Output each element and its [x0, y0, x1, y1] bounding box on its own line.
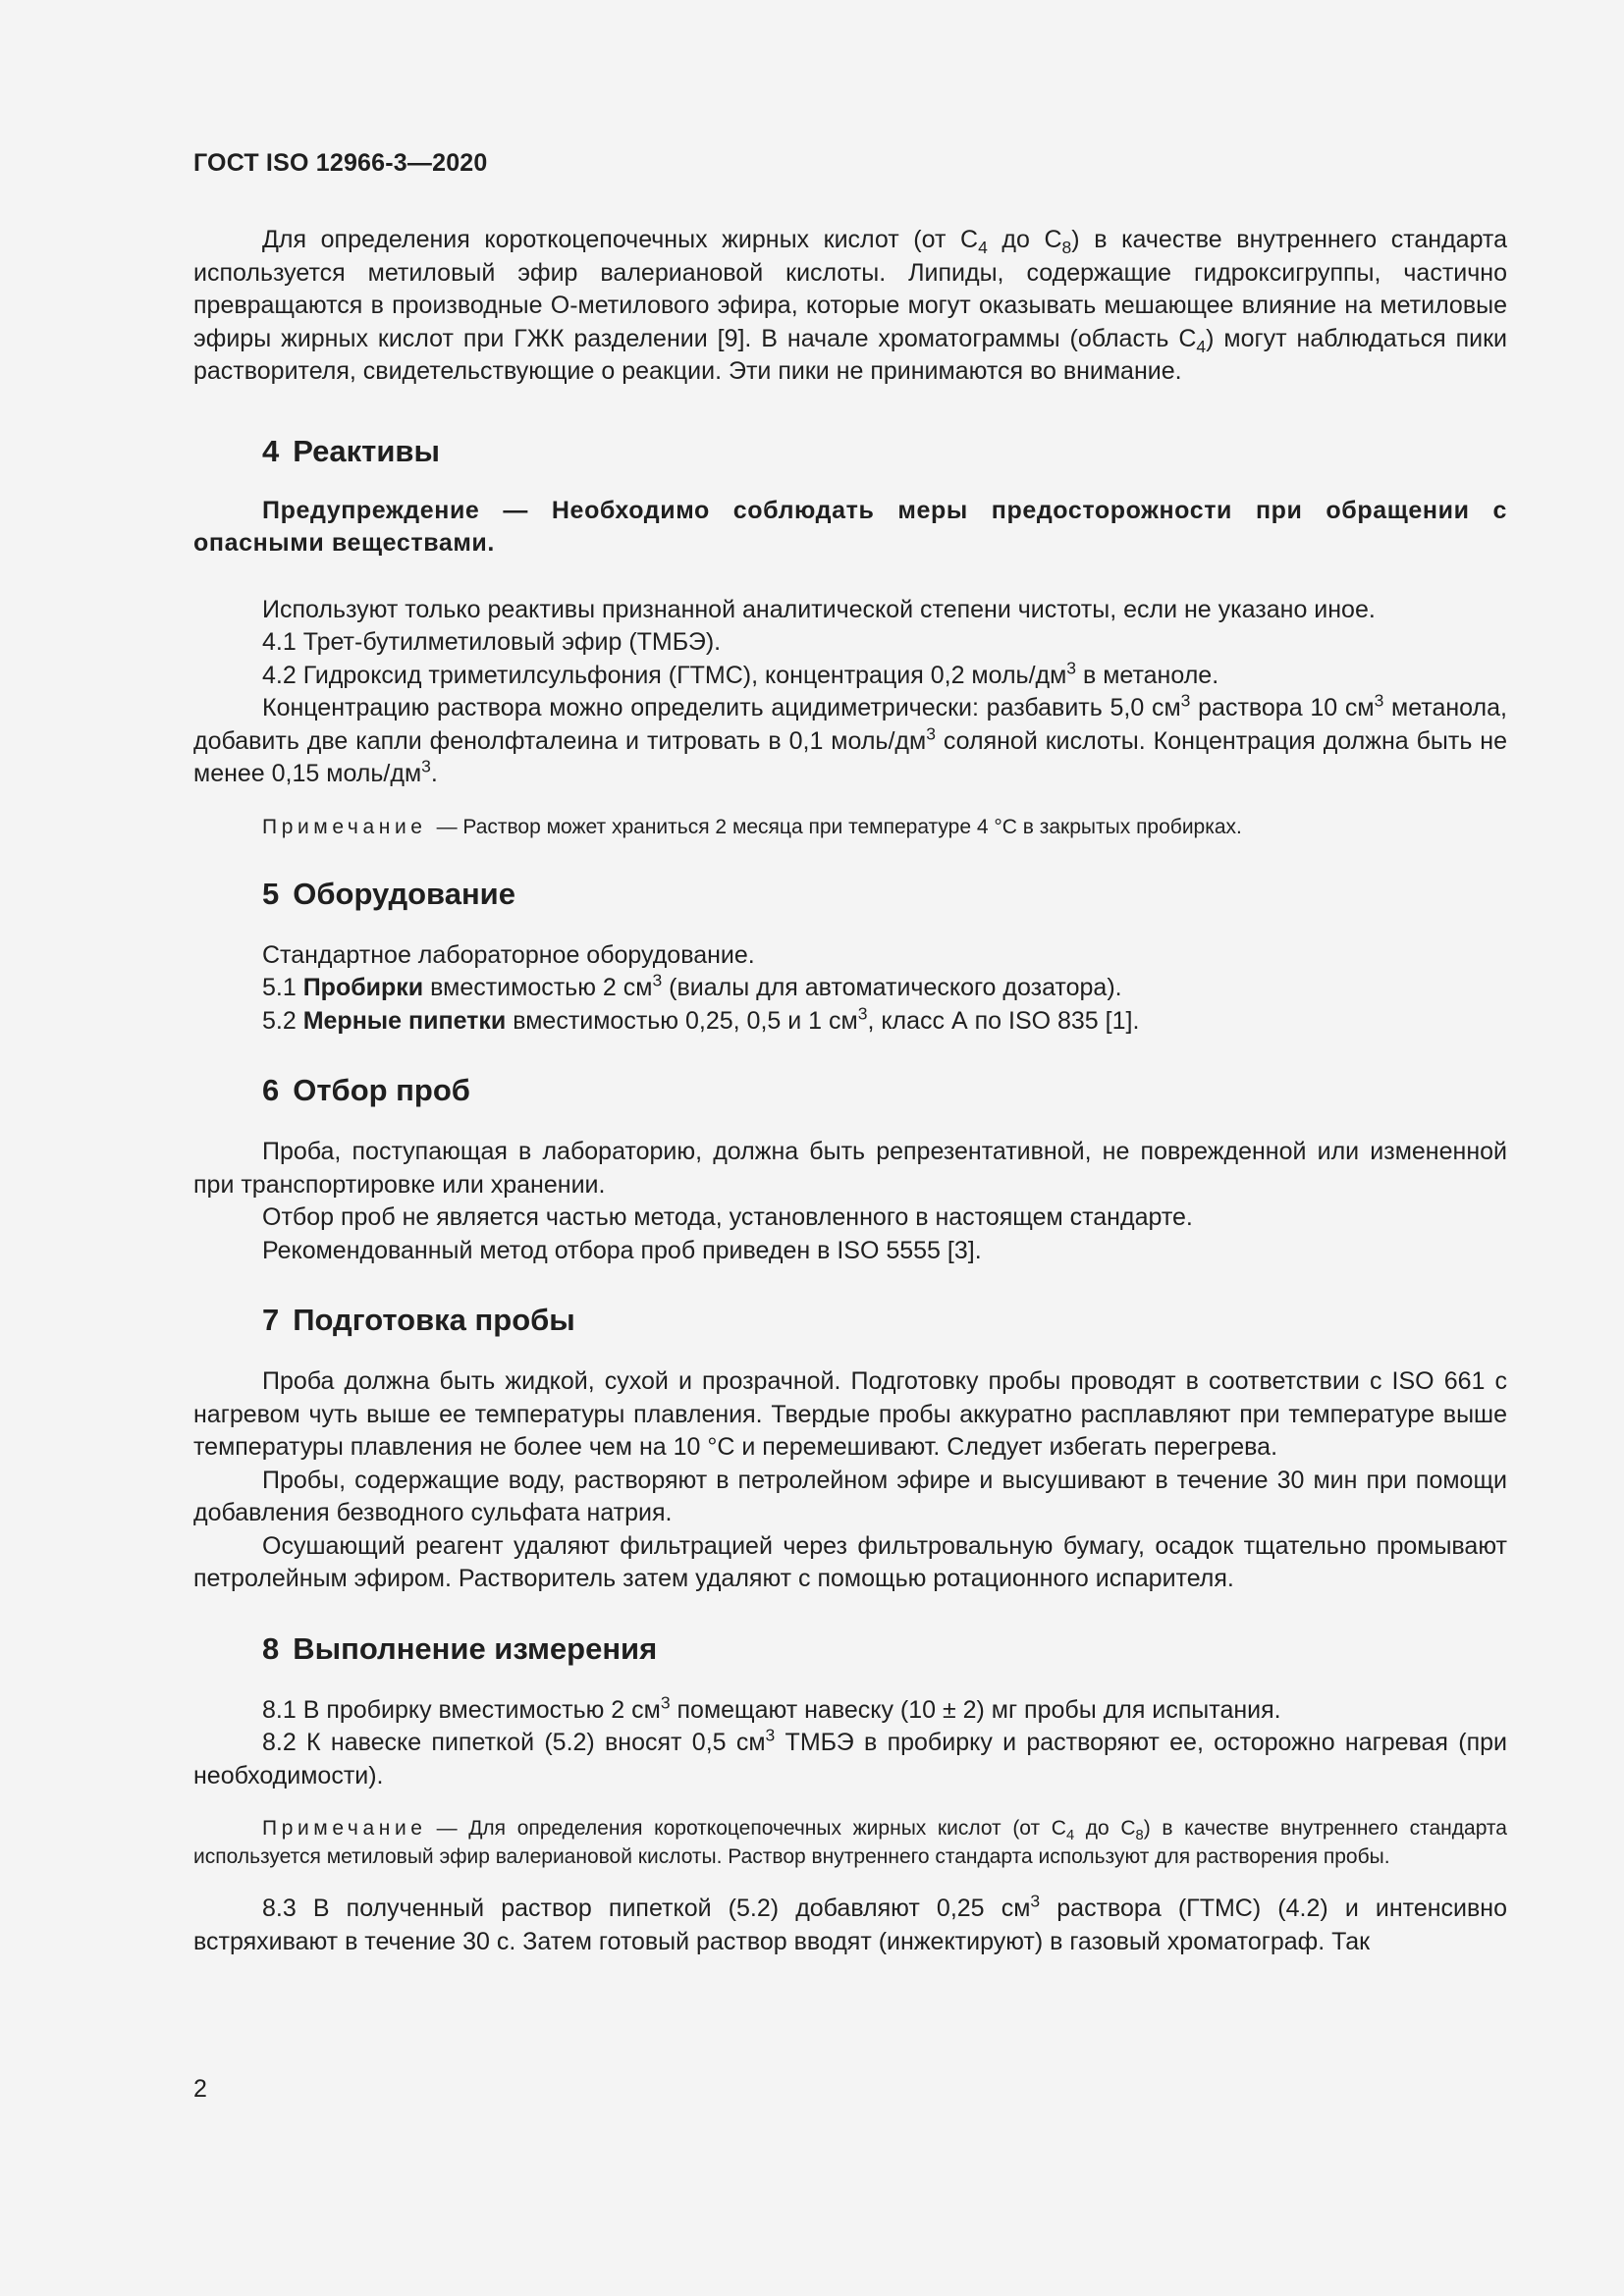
section-6-paragraph-1: Проба, поступающая в лабораторию, должна быть репрезентативной, не поврежденной или измененной при транспортировке или хранении. — [193, 1138, 1507, 1199]
section-4-heading: 4 Реактивы — [262, 433, 440, 468]
section-8-heading: 8 Выполнение измерения — [262, 1630, 658, 1666]
clause-8-1: 8.1 В пробирку вместимостью 2 $см^3$ помещают навеску (10 ± 2) мг пробы для испытания. — [262, 1692, 1281, 1724]
page-number: 2 — [193, 2075, 207, 2103]
clause-8-3: 8.3 В полученный раствор пипеткой (5.2) добавляют 0,25 $см^3$ раствора (ГТМС) (4.2) и интенсивно встряхивают в течение 30 с. Затем готовый раствор вводят (инжектируют) в газовый хроматограф. Так — [193, 1891, 1508, 1955]
section-4-paragraph: Используют только реактивы признанной аналитической степени чистоты, если не указано иное. — [262, 595, 1376, 623]
document-header: ГОСТ ISO 12966-3—2020 — [193, 149, 488, 177]
section-7-heading: 7 Подготовка пробы — [262, 1303, 575, 1337]
clause-5-2: 5.2 Мерные пипетки вместимостью 0,25, 0,5 и 1 $см^3$, класс А по ISO 835 [1]. — [262, 1003, 1140, 1035]
section-4-warning: Предупреждение — Необходимо соблюдать меры предосторожности при обращении с опасными веществами. — [193, 496, 1507, 557]
section-8-note: Примечание — Для определения короткоцепочечных жирных кислот (от $C_4$ до $C_8$) в качестве внутреннего стандарта используется метиловый эфир валериановой кислоты. Раствор внутреннего стандарта используют для растворения пробы. — [193, 1817, 1507, 1868]
section-7-paragraph-1: Проба должна быть жидкой, сухой и прозрачной. Подготовку пробы проводят в соответствии с ISO 661 с нагревом чуть выше ее температуры плавления. Твердые пробы аккуратно расплавляют при температуре выше температуры плавления не более чем на 10 °C и перемешивают. Следует избегать перегрева. — [193, 1367, 1507, 1461]
section-4-note: Примечание — Раствор может храниться 2 месяца при температуре 4 °C в закрытых пробирках. — [262, 815, 1242, 838]
section-7-paragraph-3: Осушающий реагент удаляют фильтрацией через фильтровальную бумагу, осадок тщательно промывают петролейным эфиром. Растворитель затем удаляют с помощью ротационного испарителя. — [193, 1531, 1507, 1592]
section-6-heading: 6 Отбор проб — [262, 1073, 470, 1107]
section-7-paragraph-2: Пробы, содержащие воду, растворяют в петролейном эфире и высушивают в течение 30 мин при помощи добавления безводного сульфата натрия. — [193, 1466, 1507, 1526]
section-6-paragraph-3: Рекомендованный метод отбора проб приведен в ISO 5555 [3]. — [262, 1236, 982, 1264]
clause-4-2: 4.2 Гидроксид триметилсульфония (ГТМС), концентрация 0,2 моль/$дм^3$ в метаноле. — [262, 658, 1219, 689]
clause-4-1: 4.1 Трет-бутилметиловый эфир (ТМБЭ). — [262, 628, 722, 656]
section-4-concentration: Концентрацию раствора можно определить ацидиметрически: разбавить 5,0 $см^3$ раствора 10 $см^3$ метанола, добавить две капли фенолфталеина и титровать в 0,1 моль/$дм^3$ соляной кислоты. Концентрация должна быть не менее 0,15 моль/$дм^3$. — [193, 690, 1507, 787]
section-5-heading: 5 Оборудование — [262, 876, 515, 911]
intro-paragraph: Для определения короткоцепочечных жирных кислот (от $C_4$ до $C_8$) в качестве внутреннего стандарта используется метиловый эфир валериановой кислоты. Липиды, содержащие гидроксигруппы, частично превращаются в производные O-метилового эфира, которые могут оказывать мешающее влияние на метиловые эфиры жирных кислот при ГЖК разделении [9]. В начале хроматограммы (область $C_4$) могут наблюдаться пики растворителя, свидетельствующие о реакции. Эти пики не принимаются во внимание. — [193, 226, 1508, 385]
document-body — [193, 224, 1507, 1958]
clause-8-2: 8.2 К навеске пипеткой (5.2) вносят 0,5 $см^3$ ТМБЭ в пробирку и растворяют ее, осторожно нагревая (при необходимости). — [193, 1725, 1507, 1789]
section-6-paragraph-2: Отбор проб не является частью метода, установленного в настоящем стандарте. — [262, 1203, 1193, 1231]
clause-5-1: 5.1 Пробирки вместимостью 2 $см^3$ (виалы для автоматического дозатора). — [262, 970, 1122, 1001]
section-5-paragraph: Стандартное лабораторное оборудование. — [262, 940, 755, 969]
